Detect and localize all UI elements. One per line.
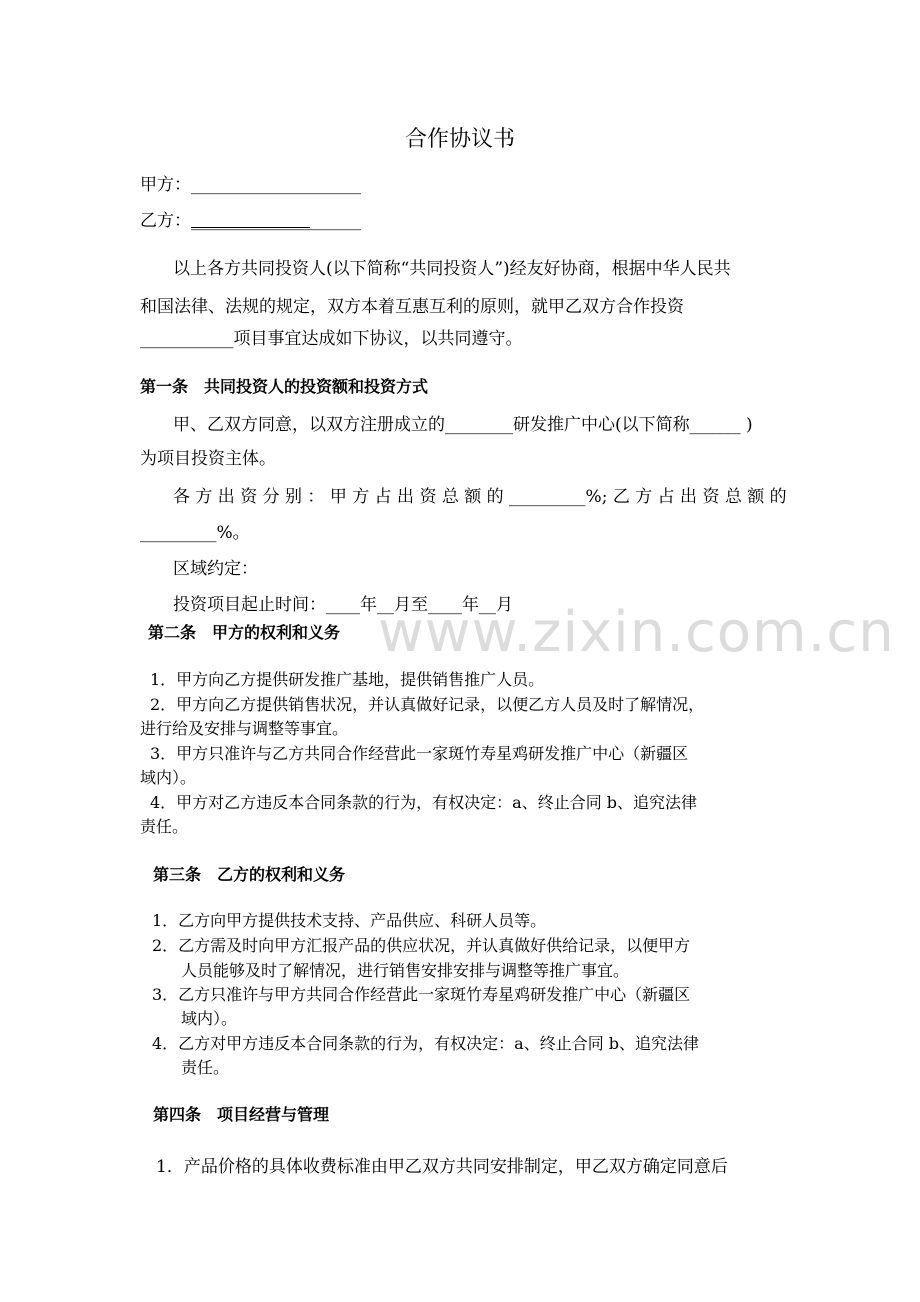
document-title: 合作协议书 bbox=[404, 127, 515, 152]
party-a-line: ____________________ bbox=[191, 175, 361, 195]
article-1-heading: 第一条 共同投资人的投资额和投资方式 bbox=[140, 377, 429, 396]
article-1-period: 投资项目起止时间：____年__月至____年__月 bbox=[173, 595, 513, 615]
center-name-blank: ________ bbox=[445, 415, 513, 435]
article-2-heading: 第二条 甲方的权利和义务 bbox=[148, 623, 341, 642]
article-3-heading: 第三条 乙方的权利和义务 bbox=[153, 865, 346, 884]
intro-line-3-text: 项目事宜达成如下协议，以共同遵守。 bbox=[233, 329, 523, 349]
intro-line-1: 以上各方共同投资人(以下简称“共同投资人”)经友好协商，根据中华人民共 bbox=[173, 259, 731, 279]
article-3-item: 4．乙方对甲方违反本合同条款的行为，有权决定：a、终止合同 b、追究法律 bbox=[152, 1034, 700, 1053]
intro-line-3 bbox=[140, 324, 523, 349]
article-1-para-1-c: ) bbox=[740, 415, 753, 435]
party-b-label: 乙方： bbox=[140, 211, 191, 231]
short-name-blank: ______ bbox=[689, 415, 741, 435]
article-1-para-1-b: 研发推广中心(以下简称 bbox=[513, 415, 690, 435]
watermark: www.zixin.com.cn bbox=[378, 600, 895, 665]
article-2-item: 3．甲方只准许与乙方共同合作经营此一家斑竹寿星鸡研发推广中心（新疆区 bbox=[150, 744, 689, 763]
article-3-item: 3．乙方只准许与甲方共同合作经营此一家斑竹寿星鸡研发推广中心（新疆区 bbox=[152, 985, 691, 1004]
article-3-item-cont: 域内）。 bbox=[181, 1009, 238, 1028]
party-a-label: 甲方： bbox=[140, 175, 191, 195]
article-3-item: 2．乙方需及时向甲方汇报产品的供应状况，并认真做好供给记录，以便甲方 bbox=[152, 936, 691, 955]
party-b-line: ______________ bbox=[191, 211, 310, 231]
article-2-item-cont: 责任。 bbox=[140, 817, 189, 836]
party-b-row bbox=[140, 206, 361, 231]
article-4-heading: 第四条 项目经营与管理 bbox=[153, 1105, 330, 1124]
article-3-item-cont: 责任。 bbox=[181, 1058, 230, 1077]
party-b-line-2: ______ bbox=[310, 211, 361, 231]
article-2-item: 4．甲方对乙方违反本合同条款的行为，有权决定：a、终止合同 b、追究法律 bbox=[150, 793, 698, 812]
article-2-item-cont: 进行给及安排与调整等事宜。 bbox=[140, 719, 349, 738]
article-4-item: 1．产品价格的具体收费标准由甲乙双方共同安排制定，甲乙双方确定同意后 bbox=[156, 1157, 728, 1177]
article-1-para-2: 各 方 出 资 分 别 ： 甲 方 占 出 资 总 额 的 _________%; 乙 方 占 出 资 总 额 的 bbox=[173, 487, 787, 507]
project-name-blank: ___________ bbox=[140, 329, 234, 349]
article-2-item: 2．甲方向乙方提供销售状况，并认真做好记录，以便乙方人员及时了解情况， bbox=[150, 695, 705, 714]
article-3-item-cont: 人员能够及时了解情况，进行销售安排安排与调整等推广事宜。 bbox=[181, 961, 630, 980]
article-2-item-cont: 域内）。 bbox=[140, 768, 197, 787]
article-1-para-2-end: _________%。 bbox=[140, 523, 250, 543]
article-2-item: 1．甲方向乙方提供研发推广基地，提供销售推广人员。 bbox=[150, 670, 545, 689]
article-3-item: 1．乙方向甲方提供技术支持、产品供应、科研人员等。 bbox=[152, 911, 547, 930]
article-1-para-1-end: 为项目投资主体。 bbox=[140, 449, 276, 469]
intro-line-2: 和国法律、法规的规定，双方本着互惠互利的原则，就甲乙双方合作投资 bbox=[140, 297, 684, 317]
article-1-region: 区域约定： bbox=[173, 559, 258, 579]
party-a-row bbox=[140, 170, 361, 195]
article-1-para-1-a: 甲、乙双方同意，以双方注册成立的 bbox=[173, 415, 445, 435]
article-1-para-1 bbox=[173, 410, 753, 435]
